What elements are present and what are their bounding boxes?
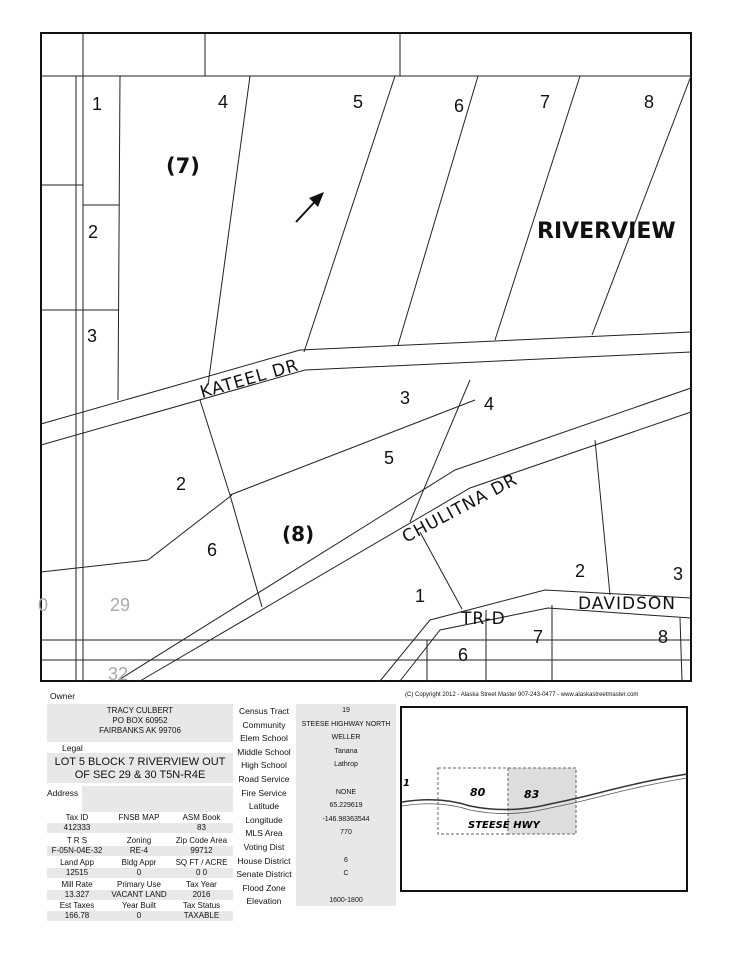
legal-label: Legal	[62, 743, 83, 753]
lot-number: 3	[400, 388, 411, 408]
lot-number: 4	[218, 92, 229, 112]
field-value: RE-4	[129, 846, 149, 855]
owner-name: TRACY CULBERT	[106, 706, 174, 715]
district-value: NONE	[335, 788, 357, 796]
location-inset-map	[400, 706, 688, 892]
inset-page-80: 80	[470, 786, 486, 799]
field-label: Tax Status	[182, 901, 221, 910]
field-label: T R S	[66, 836, 88, 845]
field-label: Zoning	[126, 836, 152, 845]
lot-number: 3	[673, 564, 684, 584]
lot-number: 6	[207, 540, 218, 560]
district-label: Latitude	[248, 801, 280, 812]
street-chulitna-dr: CHULITNA DR	[398, 469, 522, 548]
lot-number: 7	[540, 92, 551, 112]
copyright-text: (C) Copyright 2012 - Alaska Street Master 907-243-0477 - www.alaskastreetmaster.com	[405, 692, 639, 698]
district-value: 65.229619	[329, 802, 363, 810]
lot-number: 2	[575, 561, 586, 581]
district-label: Road Service	[238, 774, 290, 784]
field-value: TAXABLE	[183, 911, 220, 920]
inset-page-83: 83	[524, 788, 540, 801]
lot-number: 7	[533, 627, 544, 647]
district-label: MLS Area	[245, 828, 283, 839]
field-label: Mill Rate	[61, 880, 93, 889]
subdivision-label: RIVERVIEW	[537, 219, 676, 244]
field-label: Primary Use	[116, 880, 161, 889]
field-value: 412333	[63, 823, 91, 832]
district-label: Senate District	[236, 869, 292, 880]
field-label: Year Built	[122, 901, 156, 910]
lot-pointer-arrow	[296, 192, 324, 222]
lot-number: 6	[454, 96, 465, 116]
field-label: ASM Book	[182, 813, 221, 822]
district-value: Lathrop	[334, 761, 358, 769]
district-label: Middle School	[237, 746, 291, 757]
district-label: House District	[237, 855, 291, 866]
field-label: Land App	[60, 858, 94, 867]
field-value: 0	[136, 911, 142, 920]
field-label: FNSB MAP	[118, 813, 160, 822]
district-label: High School	[241, 760, 287, 771]
field-value: 83	[197, 823, 206, 832]
lot-number: 5	[384, 448, 395, 468]
field-label: Est Taxes	[59, 901, 95, 910]
field-label: Zip Code Area	[175, 836, 228, 845]
address-label: Address	[47, 788, 79, 798]
section-label: 29	[110, 595, 131, 615]
legal-line-1: LOT 5 BLOCK 7 RIVERVIEW OUT	[54, 756, 226, 768]
lot-number: 5	[353, 92, 364, 112]
field-label: Bldg Appr	[121, 858, 157, 867]
field-value: 0 0	[195, 868, 208, 877]
district-value: -146.98363544	[322, 815, 370, 823]
inset-road-label: STEESE HWY	[468, 820, 540, 831]
field-value: 0	[136, 868, 142, 877]
owner-label: Owner	[50, 691, 76, 701]
field-value: VACANT LAND	[111, 890, 167, 899]
lot-number: 2	[88, 222, 99, 242]
field-value: F-05N-04E-32	[51, 846, 103, 855]
field-label: Tax Year	[186, 880, 217, 889]
lot-number: 8	[644, 92, 655, 112]
field-value: 99712	[190, 846, 213, 855]
field-value: 12515	[65, 868, 89, 877]
owner-address-2: FAIRBANKS AK 99706	[99, 726, 181, 735]
inset-page-left: 1	[403, 778, 410, 789]
street-davidson: DAVIDSON	[578, 594, 676, 614]
field-label: SQ FT / ACRE	[175, 858, 228, 867]
field-value: 166.78	[64, 911, 90, 920]
district-label: Fire Service	[241, 787, 287, 798]
lot-number: 4	[484, 394, 495, 414]
district-label: Census Tract	[238, 706, 290, 716]
block-7-label: (7)	[166, 154, 200, 178]
section-label: 32	[108, 664, 129, 684]
district-label: Longitude	[245, 814, 283, 825]
field-value: 2016	[192, 890, 211, 899]
district-value: C	[343, 870, 349, 878]
district-value: 19	[342, 707, 350, 714]
district-value: Tanana	[334, 747, 358, 755]
district-value: STEESE HIGHWAY NORTH	[301, 720, 391, 728]
lot-number: 2	[176, 474, 187, 494]
street-kateel-dr: KATEEL DR	[197, 355, 302, 403]
lot-number: 1	[415, 586, 426, 606]
block-8-label: (8)	[282, 522, 315, 546]
field-value: 13.327	[64, 890, 90, 899]
lot-number: 6	[458, 645, 469, 665]
district-label: Community	[242, 719, 286, 730]
field-label: Tax ID	[65, 813, 89, 822]
district-value: 1600-1800	[329, 897, 363, 905]
district-value: 6	[344, 856, 348, 864]
district-value: WELLER	[331, 734, 361, 742]
district-label: Flood Zone	[242, 882, 286, 893]
district-value: 770	[340, 829, 352, 837]
district-label: Elevation	[246, 896, 282, 907]
tract-label: TR-D	[461, 609, 506, 629]
legal-line-2: OF SEC 29 & 30 T5N-R4E	[74, 769, 206, 781]
owner-address-1: PO BOX 60952	[112, 716, 168, 725]
lot-number: 1	[92, 94, 103, 114]
lot-number: 8	[658, 627, 669, 647]
district-label: Elem School	[240, 733, 288, 744]
section-label: 0	[38, 595, 49, 615]
district-label: Voting Dist	[243, 842, 285, 852]
lot-number: 3	[87, 326, 98, 346]
